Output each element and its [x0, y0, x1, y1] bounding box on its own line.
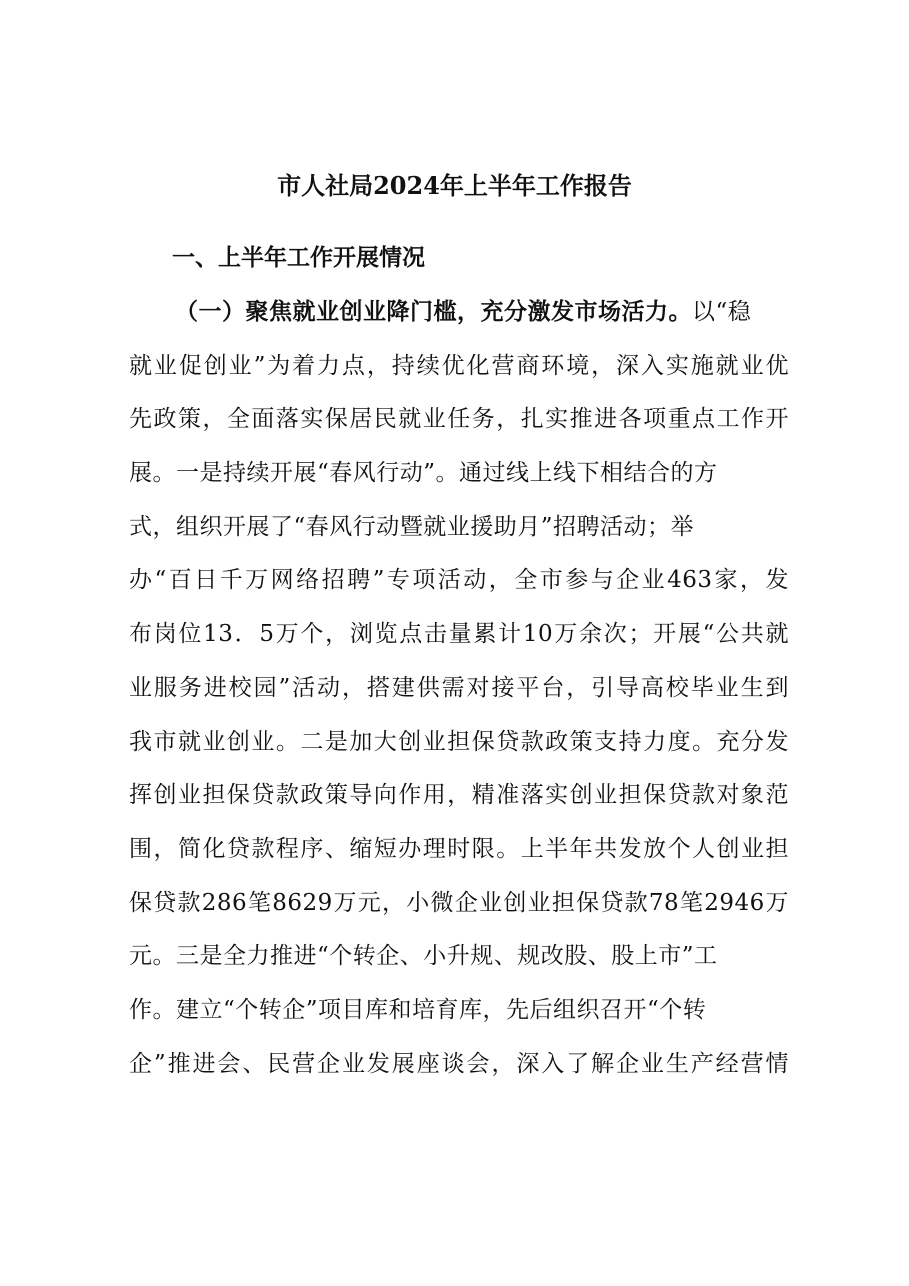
- paragraph-line: 我市就业创业。二是加大创业担保贷款政策支持力度。充分发: [129, 728, 789, 755]
- paragraph-line: 围，简化贷款程序、缩短办理时限。上半年共发放个人创业担: [129, 835, 789, 862]
- paragraph-line: 业服务进校园”活动，搭建供需对接平台，引导高校毕业生到: [129, 674, 789, 701]
- paragraph-line: 作。建立“个转企”项目库和培育库，先后组织召开“个转: [129, 996, 707, 1023]
- paragraph-line: 就业促创业”为着力点，持续优化营商环境，深入实施就业优: [129, 352, 789, 379]
- document-title: 市人社局2024年上半年工作报告: [277, 171, 632, 200]
- paragraph-line: 先政策，全面落实保居民就业任务，扎实推进各项重点工作开: [129, 406, 789, 433]
- body-paragraph: [129, 292, 789, 1097]
- paragraph-line: 式，组织开展了“春风行动暨就业援助月”招聘活动；举: [129, 513, 695, 540]
- section-heading: 一、上半年工作开展情况: [172, 245, 425, 271]
- paragraph-line-text: 以“稳: [692, 299, 752, 325]
- paragraph-lead: （一）聚焦就业创业降门槛，充分激发市场活力。: [175, 298, 692, 325]
- paragraph-line: 布岗位13．5万个，浏览点击量累计10万余次；开展“公共就: [129, 621, 789, 648]
- paragraph-line: 保贷款286笔8629万元，小微企业创业担保贷款78笔2946万: [129, 889, 789, 916]
- paragraph-line: 企”推进会、民营企业发展座谈会，深入了解企业生产经营情: [129, 1050, 789, 1077]
- paragraph-line: 挥创业担保贷款政策导向作用，精准落实创业担保贷款对象范: [129, 782, 789, 809]
- paragraph-line: 办“百日千万网络招聘”专项活动，全市参与企业463家，发: [129, 567, 789, 594]
- paragraph-line: 元。三是全力推进“个转企、小升规、规改股、股上市”工: [129, 943, 718, 970]
- paragraph-line-1: [129, 292, 789, 346]
- paragraph-line: 展。一是持续开展“春风行动”。通过线上线下相结合的方: [129, 460, 718, 487]
